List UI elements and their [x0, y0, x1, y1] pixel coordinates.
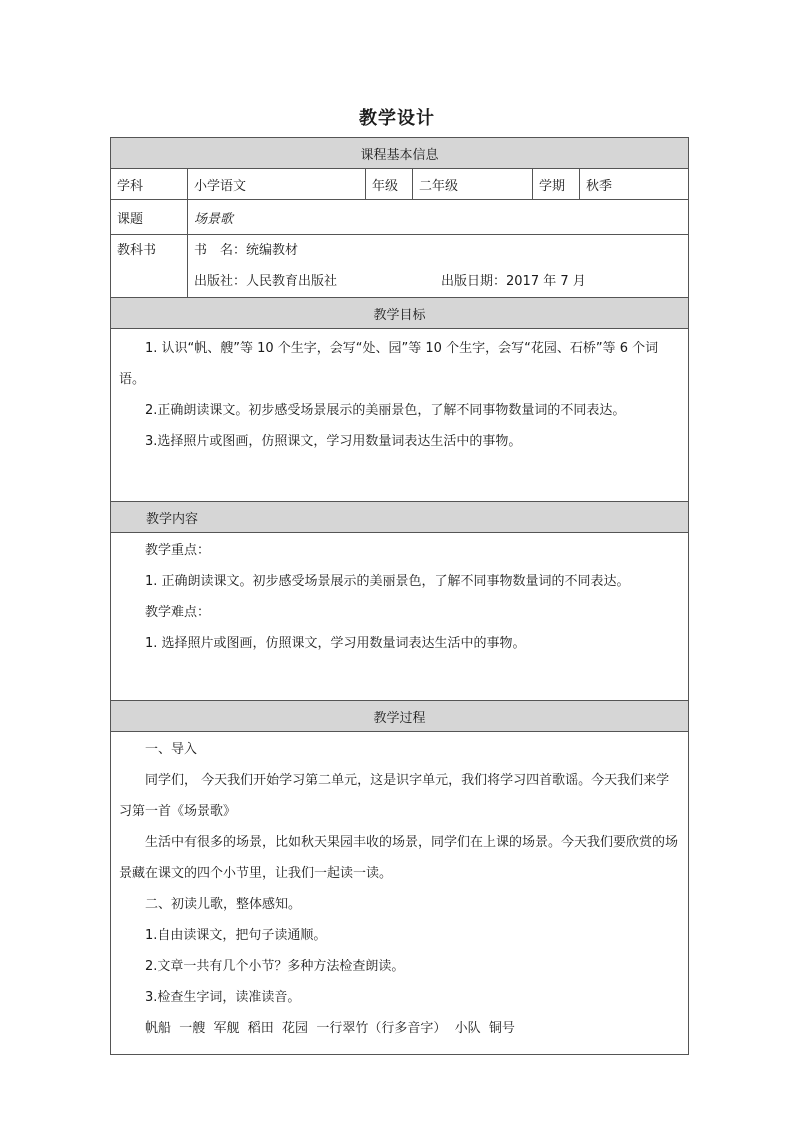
subject-value: 小学语文: [188, 169, 366, 200]
basic-info-header-row: [111, 138, 689, 169]
process-paragraph: 一、导入: [145, 742, 198, 757]
subject-row: [111, 169, 689, 200]
vocabulary-line: 帆船 一艘 军舰 稻田 花园 一行翠竹（行多音字） 小队 铜号: [145, 1021, 515, 1036]
difficulty-label: 教学难点：: [145, 605, 211, 620]
process-body: [111, 732, 689, 1055]
subject-label: 学科: [111, 169, 188, 200]
textbook-label: 教科书: [111, 235, 188, 298]
objectives-header-row: [111, 298, 689, 329]
objectives-row: [111, 329, 689, 502]
content-header: 教学内容: [111, 502, 689, 533]
process-header-row: [111, 701, 689, 732]
process-paragraph: 同学们， 今天我们开始学习第二单元，这是识字单元，我们将学习四首歌谣。今天我们来学习第一首《场景歌》: [119, 773, 670, 819]
grade-value: 二年级: [413, 169, 533, 200]
textbook-row: [111, 235, 689, 298]
grade-label: 年级: [366, 169, 413, 200]
process-paragraph: 3.检查生字词，读准读音。: [145, 990, 301, 1005]
term-value: 秋季: [580, 169, 689, 200]
textbook-name: 书 名：统编教材: [194, 243, 299, 258]
objectives-header: 教学目标: [111, 298, 689, 329]
basic-info-header: 课程基本信息: [111, 138, 689, 169]
content-row: [111, 533, 689, 701]
key-points-label: 教学重点：: [145, 543, 211, 558]
objective-item: 1. 认识“帆、艘”等 10 个生字，会写“处、园”等 10 个生字，会写“花园、石桥”等 6 个词语。: [119, 341, 659, 387]
key-point-item: 1. 正确朗读课文。初步感受场景展示的美丽景色，了解不同事物数量词的不同表达。: [145, 574, 630, 589]
objective-item: 2.正确朗读课文。初步感受场景展示的美丽景色，了解不同事物数量词的不同表达。: [145, 403, 626, 418]
content-body: [111, 533, 689, 701]
process-paragraph: 2.文章一共有几个小节？多种方法检查朗读。: [145, 959, 405, 974]
textbook-name-line: [194, 235, 682, 266]
publisher: 出版社：人民教育出版社: [194, 274, 338, 289]
difficulty-item: 1. 选择照片或图画，仿照课文，学习用数量词表达生活中的事物。: [145, 636, 526, 651]
process-paragraph: 1.自由读课文，把句子读通顺。: [145, 928, 327, 943]
lesson-plan-table: [110, 137, 689, 1055]
lesson-value: 场景歌: [188, 200, 689, 235]
objectives-body: [111, 329, 689, 502]
document-title: 教学设计: [359, 108, 435, 129]
process-paragraph: 生活中有很多的场景，比如秋天果园丰收的场景，同学们在上课的场景。今天我们要欣赏的场景藏在课文的四个小节里，让我们一起读一读。: [119, 835, 679, 881]
process-header: 教学过程: [111, 701, 689, 732]
lesson-row: [111, 200, 689, 235]
objective-item: 3.选择照片或图画，仿照课文，学习用数量词表达生活中的事物。: [145, 434, 522, 449]
lesson-label: 课题: [111, 200, 188, 235]
publish-date: 出版日期：2017 年 7 月: [441, 274, 586, 289]
textbook-info: [188, 235, 689, 298]
term-label: 学期: [533, 169, 580, 200]
process-row: [111, 732, 689, 1055]
content-header-row: [111, 502, 689, 533]
process-paragraph: 二、初读儿歌，整体感知。: [145, 897, 302, 912]
publisher-line: [194, 266, 682, 297]
